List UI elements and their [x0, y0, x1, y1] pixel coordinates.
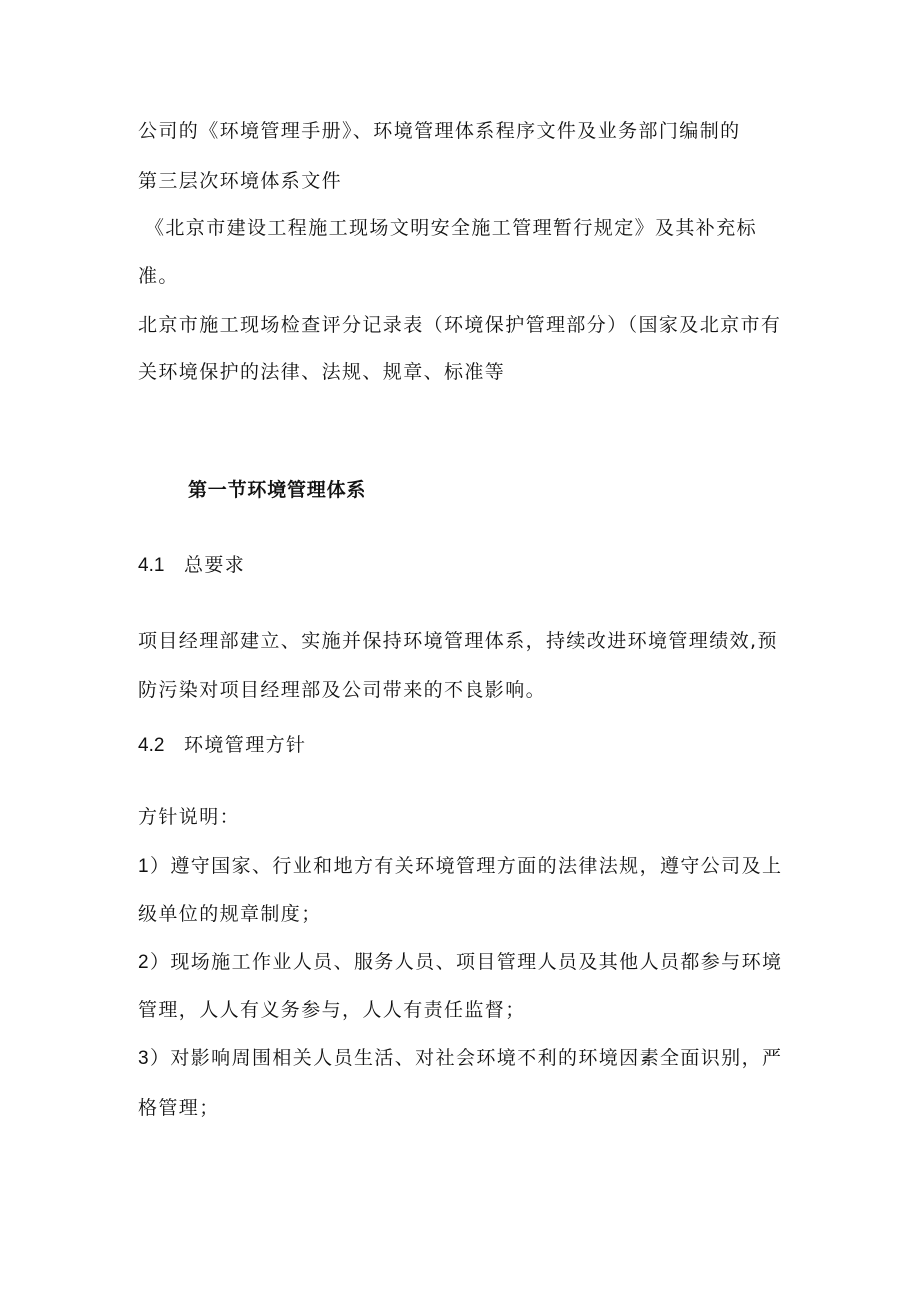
intro-line-3: 《北京市建设工程施工现场文明安全施工管理暂行规定》及其补充标: [145, 217, 758, 239]
section-4-2-title: 环境管理方针: [184, 734, 307, 756]
intro-line-1: 公司的《环境管理手册》、环境管理体系程序文件及业务部门编制的: [138, 120, 741, 142]
section-4-1-heading: [138, 554, 245, 577]
item-3-line-2: 格管理；: [138, 1097, 220, 1119]
item-3-line-1: [138, 1047, 782, 1070]
item-1-line-2: 级单位的规章制度；: [138, 903, 322, 925]
intro-line-4: 准。: [138, 265, 179, 287]
item-2-text: ）现场施工作业人员、服务人员、项目管理人员及其他人员都参与环境: [149, 951, 783, 973]
item-2-number: 2: [138, 952, 150, 973]
intro-line-6: 关环境保护的法律、法规、规章、标准等: [138, 361, 506, 383]
section-4-1-number: 4.1: [138, 555, 165, 576]
item-1-number: 1: [138, 856, 150, 877]
item-2-line-1: [138, 951, 782, 974]
section-4-1-title: 总要求: [184, 554, 246, 576]
item-1-line-1: [138, 855, 782, 878]
item-1-text: ）遵守国家、行业和地方有关环境管理方面的法律法规，遵守公司及上: [149, 855, 783, 877]
intro-line-2: 第三层次环境体系文件: [138, 170, 343, 192]
intro-line-5: 北京市施工现场检查评分记录表（环境保护管理部分）（国家及北京市有: [138, 314, 782, 336]
item-3-number: 3: [138, 1048, 150, 1069]
item-3-text: ）对影响周围相关人员生活、对社会环境不利的环境因素全面识别，严: [149, 1047, 783, 1069]
section-4-2-number: 4.2: [138, 735, 165, 756]
s41-para-line-2: 防污染对项目经理部及公司带来的不良影响。: [138, 679, 547, 701]
policy-label: 方针说明：: [138, 806, 241, 828]
s41-para-line-1: 项目经理部建立、实施并保持环境管理体系，持续改进环境管理绩效,预: [138, 630, 778, 652]
section-4-2-heading: [138, 734, 306, 757]
section-title: 第一节环境管理体系: [188, 479, 367, 501]
item-2-line-2: 管理，人人有义务参与，人人有责任监督；: [138, 999, 526, 1021]
